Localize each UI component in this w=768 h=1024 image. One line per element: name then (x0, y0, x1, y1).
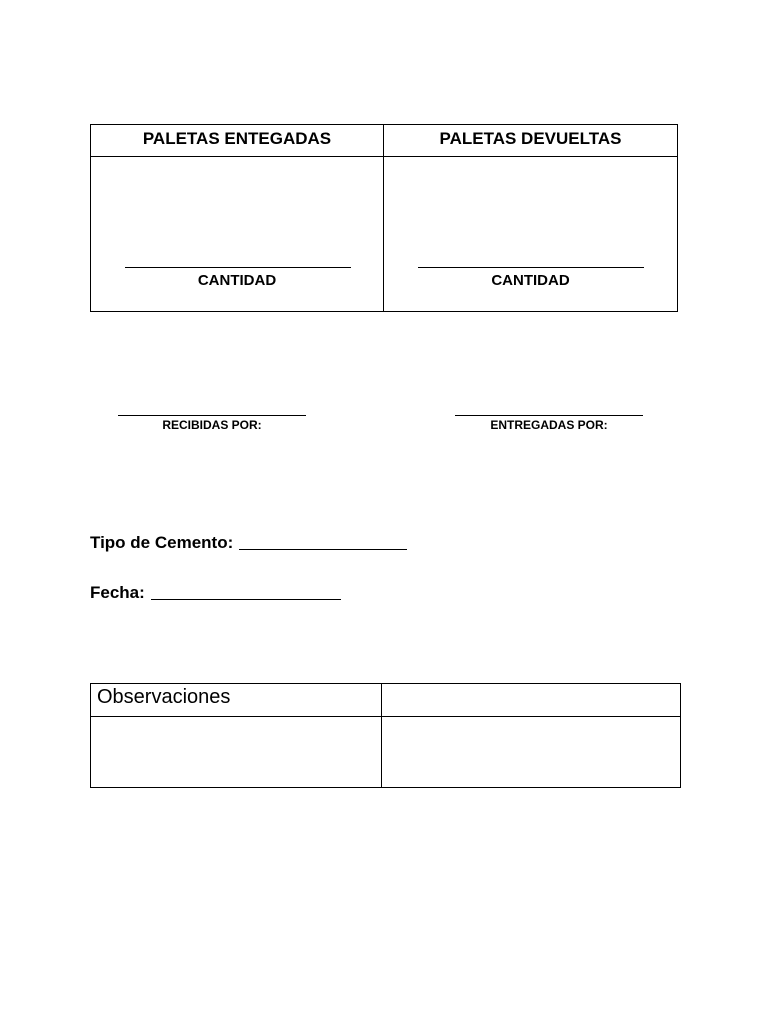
delivered-by-signature (455, 400, 643, 432)
delivered-quantity-label: CANTIDAD (197, 272, 277, 289)
observations-row-divider (91, 716, 680, 717)
received-by-signature (118, 400, 306, 432)
returned-pallets-header: PALETAS DEVUELTAS (384, 125, 677, 157)
delivered-pallets-header: PALETAS ENTEGADAS (91, 125, 383, 157)
date-field (90, 583, 341, 603)
returned-quantity-label: CANTIDAD (491, 272, 570, 289)
cement-type-field (90, 533, 407, 553)
date-label: Fecha: (90, 583, 145, 602)
pallets-table (90, 124, 678, 312)
date-blank[interactable] (151, 585, 341, 600)
cement-type-label: Tipo de Cemento: (90, 533, 234, 552)
observations-table (90, 683, 681, 788)
delivered-by-line[interactable] (455, 400, 643, 416)
delivered-by-label: ENTREGADAS POR: (490, 418, 608, 432)
received-by-line[interactable] (118, 400, 306, 416)
observations-column-divider (381, 684, 382, 787)
returned-pallets-column (384, 125, 677, 311)
observations-label: Observaciones (97, 686, 231, 708)
delivered-quantity-line[interactable] (125, 267, 351, 268)
delivered-pallets-column (91, 125, 384, 311)
cement-type-blank[interactable] (239, 535, 407, 550)
received-by-label: RECIBIDAS POR: (162, 418, 262, 432)
returned-quantity-line[interactable] (418, 267, 644, 268)
